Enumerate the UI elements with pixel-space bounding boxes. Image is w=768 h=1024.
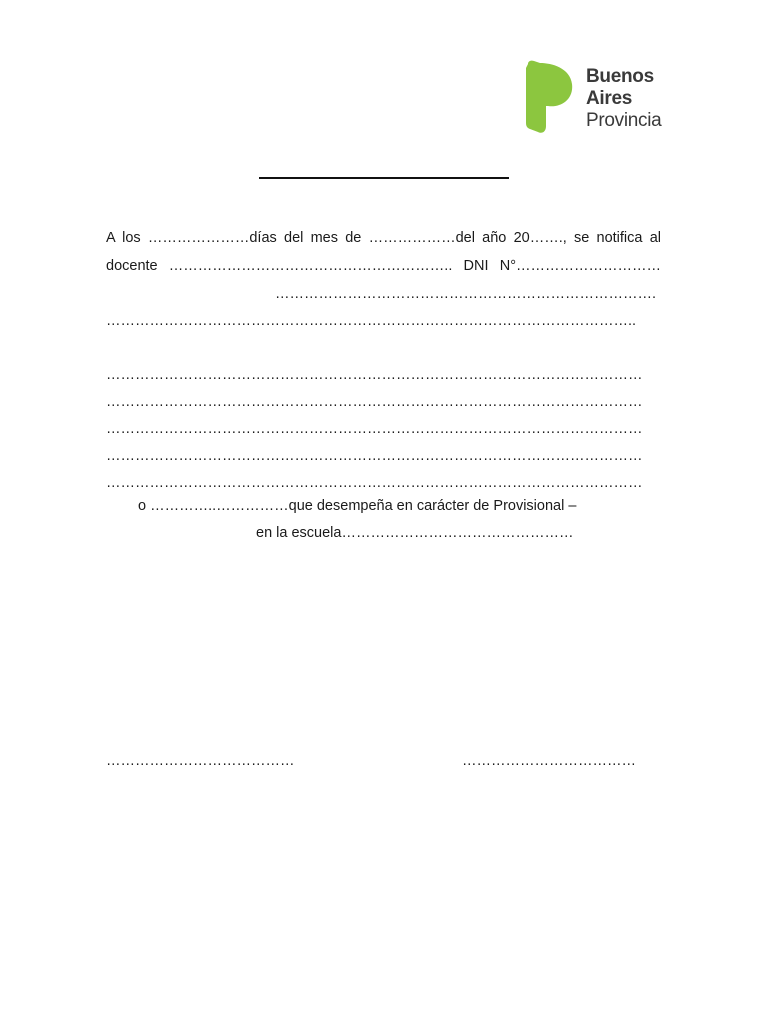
logo-line-provincia: Provincia (586, 110, 662, 131)
body-line-2: docente ………………………………………………….. DNI N°………………………… (106, 258, 661, 274)
body-line-5: ………………………………………………………………………………………………… (106, 367, 643, 383)
body-line-4: ……………………………………………………………………………………………….. (106, 313, 637, 329)
body-line-6: ………………………………………………………………………………………………… (106, 394, 643, 410)
body-line-8: ………………………………………………………………………………………………… (106, 448, 643, 464)
logo-wordmark (586, 66, 661, 132)
logo-line-buenos: Buenos (586, 66, 654, 87)
signature-line-left: ………………………………… (106, 753, 295, 769)
body-line-3: ……………………………………………………………………. (275, 286, 657, 302)
body-line-11: en la escuela………………………………………… (256, 525, 574, 541)
body-line-10: o …………..……………que desempeña en carácter de Provisional – (138, 498, 577, 514)
province-p-icon (522, 60, 578, 134)
body-line-1: A los …………………días del mes de ………………del año 20……., se notifica al (106, 230, 661, 246)
buenos-aires-provincia-logo (522, 60, 672, 134)
body-line-9: ………………………………………………………………………………………………… (106, 475, 643, 491)
body-line-7: ………………………………………………………………………………………………… (106, 421, 643, 437)
logo-line-aires: Aires (586, 88, 633, 109)
title-underline (259, 177, 509, 179)
signature-line-right: ……………………………… (462, 753, 636, 769)
